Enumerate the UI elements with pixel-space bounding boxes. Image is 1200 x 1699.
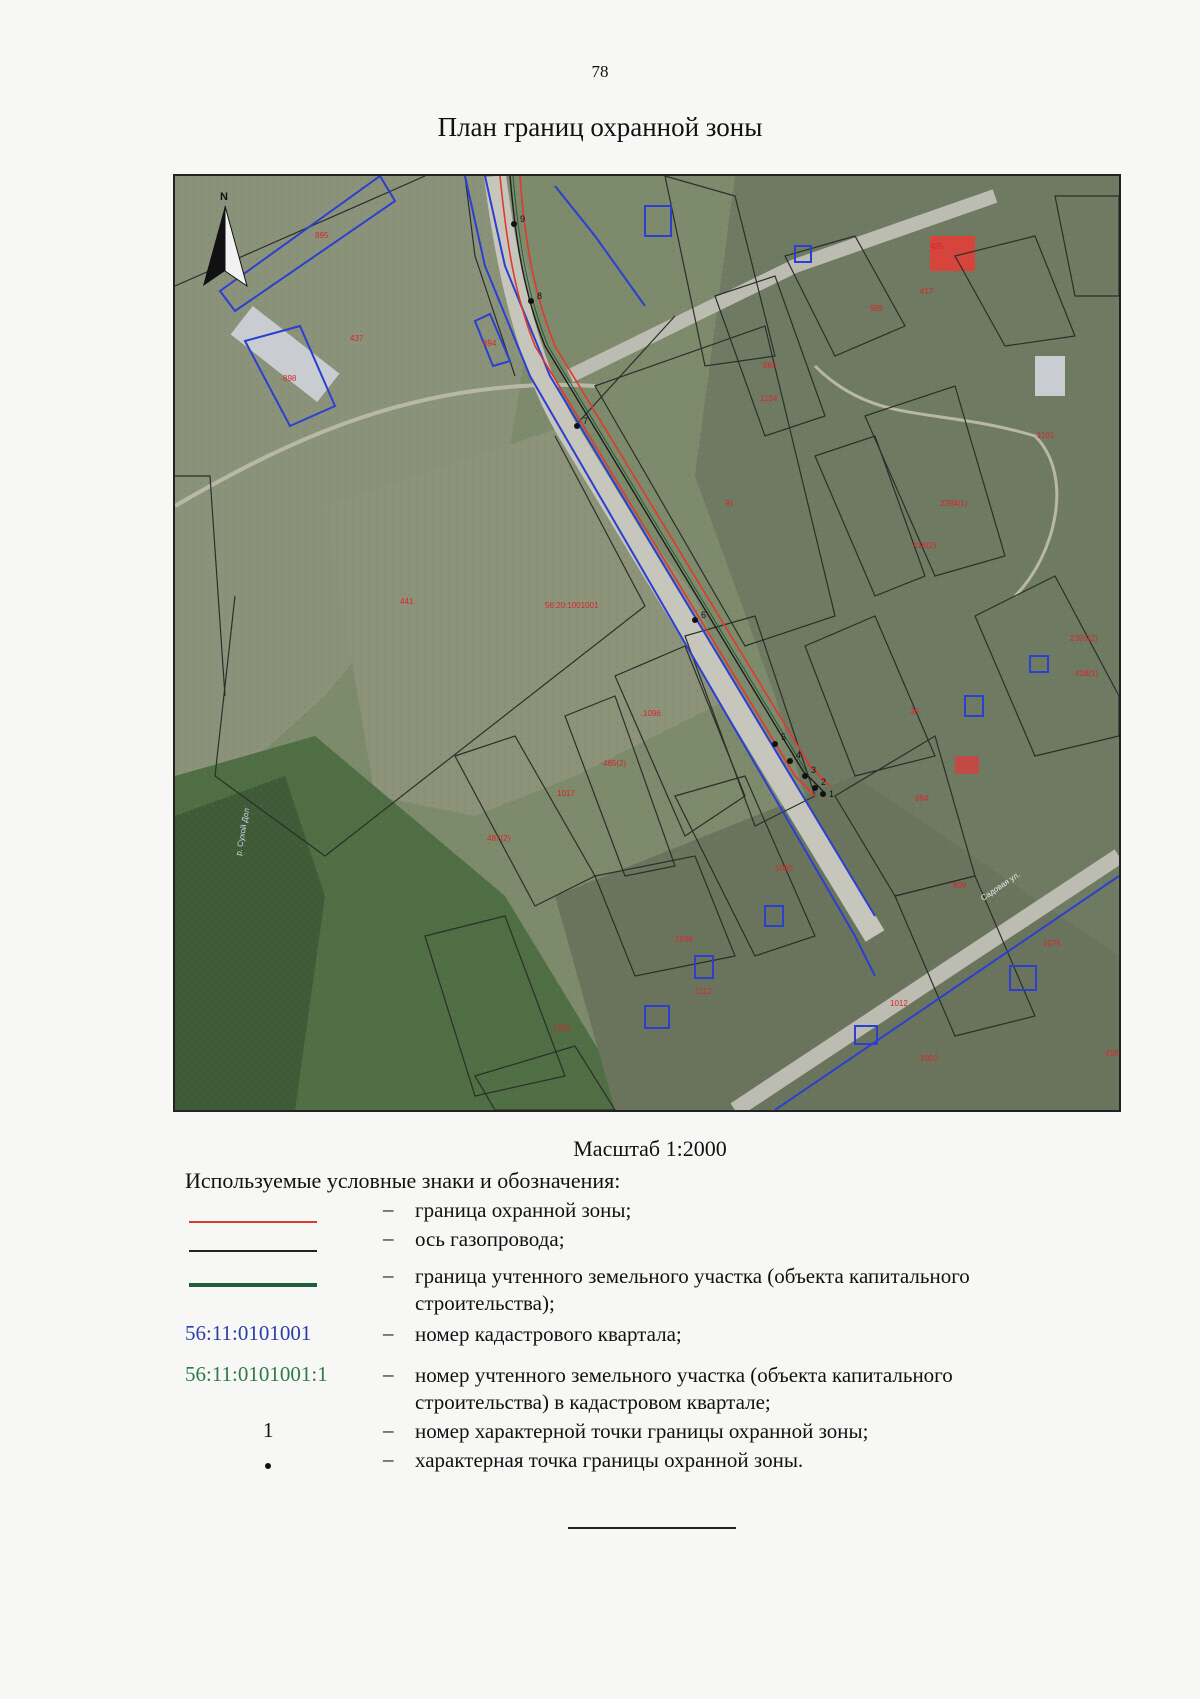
- legend-dash: –: [383, 1197, 394, 1221]
- legend-description: граница охранной зоны;: [415, 1198, 632, 1222]
- parcel-label: 418(2): [913, 541, 937, 550]
- parcel-label: 1112: [695, 987, 712, 996]
- parcel-label: 1091: [553, 1024, 571, 1033]
- legend-item-registered-parcel: [185, 1263, 1085, 1319]
- page-title: План границ охранной зоны: [437, 112, 763, 142]
- parcel-label: 1017: [557, 789, 575, 798]
- legend-item-parcel-number: [185, 1362, 1085, 1418]
- map-scale: Масштаб 1:2000: [573, 1136, 727, 1161]
- legend-symbol: [185, 1197, 335, 1225]
- building: [1035, 356, 1065, 396]
- black-line-symbol: [189, 1250, 317, 1252]
- point-dot-symbol: [265, 1463, 271, 1469]
- legend-item-quarter-number: [185, 1321, 1085, 1351]
- parcel-label: 1095: [775, 864, 793, 873]
- green-line-symbol: [189, 1283, 317, 1287]
- parcel-label: 1134: [760, 394, 778, 403]
- point-number-label: 7: [583, 416, 589, 426]
- parcel-label: 895: [315, 231, 329, 240]
- parcel-label: 485(2): [603, 759, 627, 768]
- street-label: Садовая ул.: [979, 869, 1022, 903]
- legend-item-point: [185, 1447, 1085, 1477]
- river-label: р. Сухой Дол: [234, 807, 252, 857]
- legend-item-protection-zone: [185, 1197, 1085, 1227]
- point-number-label: 5: [781, 732, 787, 742]
- legend-item-pipeline-axis: [185, 1226, 1085, 1256]
- legend-symbol: [185, 1263, 335, 1291]
- parcel-label: 585: [870, 304, 884, 313]
- parcel-label: 1036: [675, 935, 693, 944]
- parcel-label: 418(1): [1075, 669, 1099, 678]
- legend-title: Используемые условные знаки и обозначения:: [185, 1168, 621, 1193]
- parcel-label: 894: [483, 339, 497, 348]
- parcel-label: 865: [763, 361, 777, 370]
- north-label: N: [220, 191, 228, 203]
- parcel-label: 1012: [890, 999, 908, 1008]
- parcel-label: 30: [910, 707, 919, 716]
- legend-item-point-number: [185, 1418, 1085, 1448]
- parcel-label: 864: [915, 794, 929, 803]
- parcel-label: 56:20:1001001: [545, 601, 599, 610]
- legend-description: характерная точка границы охранной зоны.: [415, 1448, 804, 1472]
- parcel-label: 809: [953, 881, 967, 890]
- point-number-label: 6: [701, 610, 707, 620]
- parcel-label: 418: [1105, 1049, 1119, 1058]
- point-number-sample: 1: [263, 1418, 274, 1442]
- parcel-label: 2395(2): [1070, 634, 1098, 643]
- building: [955, 756, 979, 774]
- legend-dash: –: [383, 1362, 394, 1386]
- satellite-map: [175, 176, 1119, 1110]
- page-number: 78: [591, 62, 609, 81]
- legend-dash: –: [383, 1418, 394, 1442]
- parcel-label: 898: [283, 374, 297, 383]
- parcel-label: 417: [920, 287, 934, 296]
- legend-symbol: [185, 1226, 335, 1254]
- parcel-label: 1096: [643, 709, 661, 718]
- parcel-label: 2394(1): [940, 499, 968, 508]
- parcel-label: 1002: [920, 1054, 938, 1063]
- parcel-label: 1101: [1037, 431, 1055, 440]
- point-number-label: 3: [811, 765, 817, 775]
- parcel-label: 1075: [1043, 939, 1061, 948]
- red-line-symbol: [189, 1221, 317, 1223]
- parcel-label: 437: [350, 334, 364, 343]
- legend-description: граница учтенного земельного участка (объекта капитального строительства);: [415, 1264, 970, 1315]
- legend-dash: –: [383, 1447, 394, 1471]
- parcel-label: 441: [400, 597, 414, 606]
- point-number-label: 9: [520, 214, 526, 224]
- legend-dash: –: [383, 1226, 394, 1250]
- map-frame: [173, 174, 1121, 1112]
- legend-dash: –: [383, 1263, 394, 1287]
- legend-description: номер кадастрового квартала;: [415, 1322, 682, 1346]
- end-separator: [568, 1527, 736, 1529]
- parcel-label: 425: [930, 242, 944, 251]
- legend-description: ось газопровода;: [415, 1227, 565, 1251]
- point-number-label: 4: [796, 750, 802, 760]
- parcel-label: 91: [725, 499, 734, 508]
- legend-description: номер характерной точки границы охранной зоны;: [415, 1419, 869, 1443]
- point-number-label: 1: [829, 789, 835, 799]
- point-number-label: 2: [821, 777, 827, 787]
- parcel-code-sample: 56:11:0101001:1: [185, 1362, 328, 1386]
- quarter-code-sample: 56:11:0101001: [185, 1321, 312, 1345]
- legend-description: номер учтенного земельного участка (объекта капитального строительства) в кадастровом квартале;: [415, 1363, 953, 1414]
- point-number-label: 8: [537, 291, 543, 301]
- parcel-label: 487(2): [487, 834, 511, 843]
- legend-dash: –: [383, 1321, 394, 1345]
